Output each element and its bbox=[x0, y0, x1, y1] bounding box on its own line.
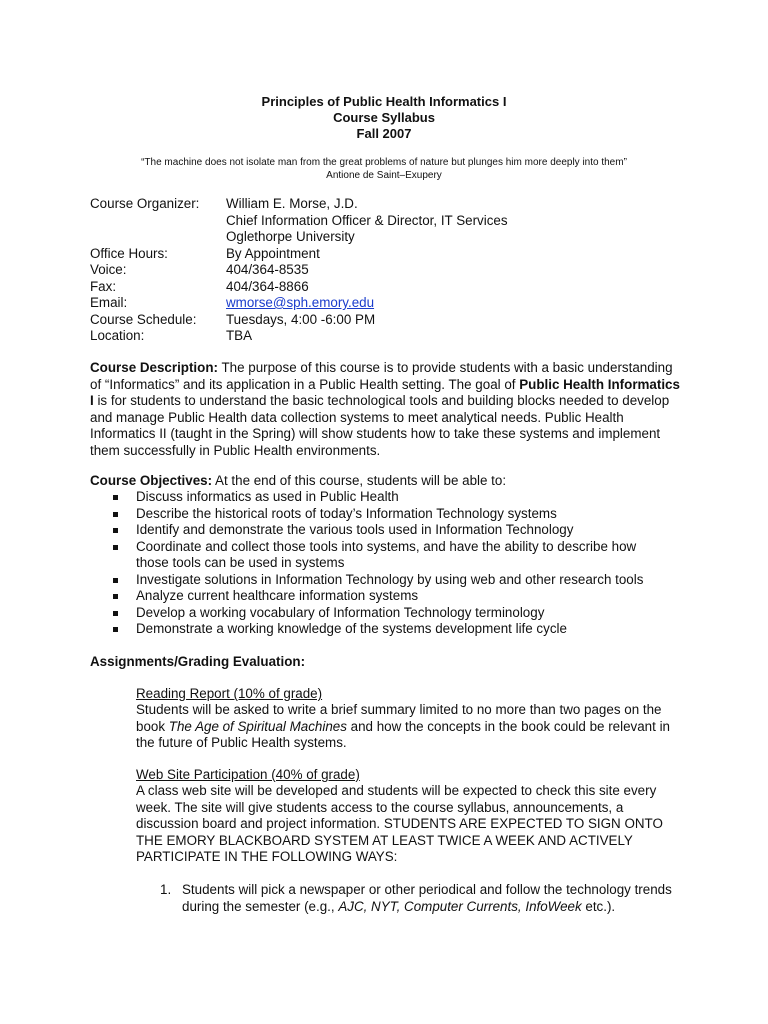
list-item: Discuss informatics as used in Public Health bbox=[110, 489, 670, 506]
bullet-icon bbox=[113, 495, 118, 500]
bullet-icon bbox=[113, 611, 118, 616]
bullet-icon bbox=[113, 512, 118, 517]
list-item: Develop a working vocabulary of Information Technology terminology bbox=[110, 605, 670, 622]
reading-report-title: Reading Report (10% of grade) bbox=[136, 686, 323, 701]
reading-report-text: Students will be asked to write a brief summary limited to no more than two pages on the book The Age of Spiritual Machines and how the concepts in the book could be relevant in the future of Public Health systems. bbox=[136, 702, 670, 750]
description-text-2: is for students to understand the basic technological tools and building blocks needed to develop and manage Public Health data collection systems to meet analytical needs. Public Health Informatics II (taught in the Spring) will show students how to take these systems and implement them successfully in Public Health environments. bbox=[90, 393, 670, 458]
email-label: Email: bbox=[90, 295, 128, 310]
location-label: Location: bbox=[90, 328, 145, 343]
list-item: Investigate solutions in Information Technology by using web and other research tools bbox=[110, 572, 670, 589]
voice-value: 404/364-8535 bbox=[226, 262, 309, 277]
course-term: Fall 2007 bbox=[356, 126, 412, 141]
assignments-heading: Assignments/Grading Evaluation: bbox=[90, 654, 306, 669]
course-subtitle: Course Syllabus bbox=[333, 110, 435, 125]
objectives-intro bbox=[90, 473, 680, 490]
list-item: Coordinate and collect those tools into systems, and have the ability to describe how those tools can be used in systems bbox=[110, 539, 670, 572]
organizer-title: Chief Information Officer & Director, IT Services bbox=[226, 212, 508, 228]
bullet-icon bbox=[113, 578, 118, 583]
course-title: Principles of Public Health Informatics I bbox=[261, 94, 507, 109]
objectives-list bbox=[110, 489, 670, 638]
location-value: TBA bbox=[226, 328, 253, 343]
description-bold-name: Public Health Informatics I bbox=[90, 376, 680, 408]
office-hours-value: By Appointment bbox=[226, 245, 320, 261]
list-item: Describe the historical roots of today’s Information Technology systems bbox=[110, 506, 670, 523]
voice-label: Voice: bbox=[90, 262, 127, 277]
bullet-icon bbox=[113, 594, 118, 599]
participation-item-1: 1. Students will pick a newspaper or other periodical and follow the technology trends during the semester (e.g., AJC, NYT, Computer Currents, InfoWeek etc.). bbox=[160, 882, 672, 914]
web-participation-text: A class web site will be developed and students will be expected to check this site every week. The site will give students access to the course syllabus, announcements, a discussion board and project information. STUDENTS ARE EXPECTED TO SIGN ONTO THE EMORY BLACKBOARD SYSTEM AT LEAST TWICE A WEEK AND ACTIVELY PARTICIPATE IN THE FOLLOWING WAYS: bbox=[136, 783, 663, 864]
office-hours-label: Office Hours: bbox=[90, 245, 168, 261]
list-item: Analyze current healthcare information systems bbox=[110, 588, 670, 605]
list-item: Identify and demonstrate the various tools used in Information Technology bbox=[110, 522, 670, 539]
quote-text: “The machine does not isolate man from the great problems of nature but plunges him more deeply into them” bbox=[141, 157, 627, 168]
bullet-icon bbox=[113, 528, 118, 533]
schedule-value: Tuesdays, 4:00 -6:00 PM bbox=[226, 311, 376, 327]
objectives-heading: Course Objectives: bbox=[90, 473, 213, 488]
periodical-examples: AJC, NYT, Computer Currents, InfoWeek bbox=[338, 898, 582, 914]
objectives-intro-text: At the end of this course, students will be able to: bbox=[212, 473, 507, 488]
bullet-icon bbox=[113, 545, 118, 550]
fax-value: 404/364-8866 bbox=[226, 278, 309, 294]
book-title: The Age of Spiritual Machines bbox=[168, 718, 347, 734]
description-heading: Course Description: bbox=[90, 360, 218, 375]
fax-label: Fax: bbox=[90, 278, 117, 294]
description-text-1: The purpose of this course is to provide students with a basic understanding of “Informatics” and its application in a Public Health setting. The goal of bbox=[90, 360, 673, 392]
schedule-label: Course Schedule: bbox=[90, 311, 197, 327]
web-participation-title: Web Site Participation (40% of grade) bbox=[136, 767, 360, 782]
organizer-name: William E. Morse, J.D. bbox=[226, 196, 358, 211]
organizer-label: Course Organizer: bbox=[90, 196, 200, 211]
bullet-icon bbox=[113, 627, 118, 632]
email-link[interactable]: wmorse@sph.emory.edu bbox=[226, 295, 375, 310]
course-description bbox=[90, 360, 680, 459]
list-item: Demonstrate a working knowledge of the systems development life cycle bbox=[110, 621, 670, 638]
item-number: 1. bbox=[160, 882, 172, 897]
organizer-org: Oglethorpe University bbox=[226, 229, 355, 244]
quote-author: Antione de Saint–Exupery bbox=[326, 170, 442, 181]
